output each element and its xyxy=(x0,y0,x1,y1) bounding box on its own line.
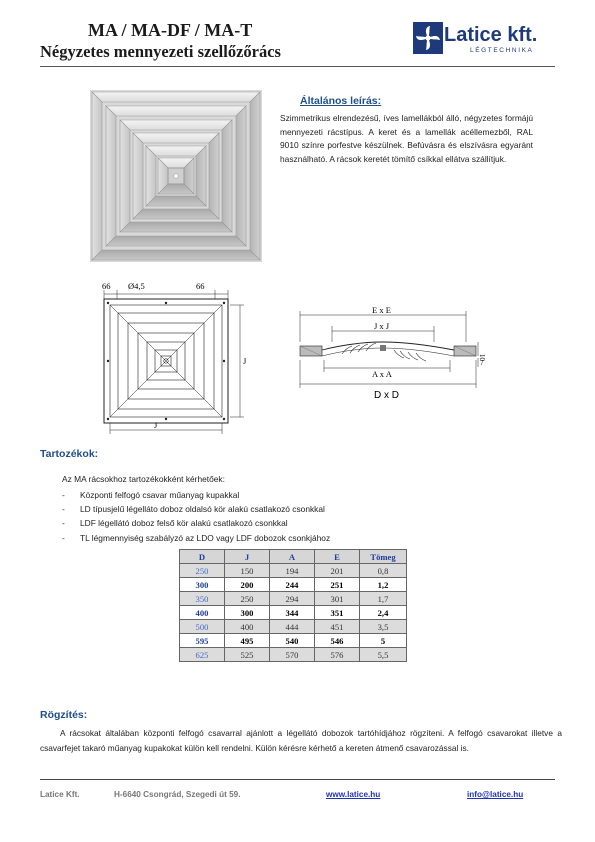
dim-e-label: E x E xyxy=(372,305,391,315)
table-row: 595 495 540 546 5 xyxy=(180,634,407,648)
product-photo xyxy=(90,90,262,262)
dim-side-label: J xyxy=(243,356,247,366)
dim-h2-label: 7 xyxy=(480,359,484,367)
footer-company: Latice Kft. xyxy=(40,790,80,799)
table-row: 250 150 194 201 0,8 xyxy=(180,564,407,578)
table-row: 500 400 444 451 3,5 xyxy=(180,620,407,634)
footer-address: H-6640 Csongrád, Szegedi út 59. xyxy=(114,790,241,799)
front-view-drawing xyxy=(92,280,252,440)
list-item: - LDF légellátó doboz felső kör alakú csatlakozó csonkkal xyxy=(62,518,288,529)
footer-divider xyxy=(40,779,555,780)
section-view-drawing xyxy=(294,304,486,400)
mounting-heading: Rögzítés: xyxy=(40,709,88,721)
dim-d-label: D x D xyxy=(374,390,399,400)
table-header-cell: Tömeg xyxy=(360,550,407,564)
table-header-cell: J xyxy=(225,550,270,564)
dim-right-label: 66 xyxy=(196,281,205,291)
logo-name: Latice kft. xyxy=(444,24,538,46)
list-item: - TL légmennyiség szabályzó az LDO vagy LDF dobozok csonkjához xyxy=(62,532,331,543)
dim-left-label: 66 xyxy=(102,281,111,291)
accessories-intro: Az MA rácsokhoz tartozékokként kérhetőek: xyxy=(62,474,225,484)
dimension-table xyxy=(179,549,407,662)
table-header-cell: A xyxy=(270,550,315,564)
list-item: - LD típusjelű légelláto doboz oldalsó kör alakú csatlakozó csonkkal xyxy=(62,504,325,515)
dim-bottom-label: J xyxy=(154,420,158,430)
document-subtitle: Négyzetes mennyezeti szellőzőrács xyxy=(40,42,281,61)
accessories-heading: Tartozékok: xyxy=(40,448,99,460)
table-row: 625 525 570 576 5,5 xyxy=(180,648,407,662)
logo-tagline: LÉGTECHNIKA xyxy=(470,47,534,54)
description-heading: Általános leírás: xyxy=(300,95,382,107)
mounting-text: A rácsokat általában központi felfogó csavarral ajánlott a légellátó dobozok tartóhídjához rögzíteni. A felfogó csavarokat illetve a csavarfejet takaró műanyag kupakokat külön kell rendelni. Külön kérésre kérhető a kereten átmenő csavarozással is. xyxy=(40,728,562,753)
table-header-row xyxy=(180,550,407,564)
dim-j-label: J x J xyxy=(374,321,390,331)
dim-h-label: 10 xyxy=(478,354,486,361)
table-row: 300 200 244 251 1,2 xyxy=(180,578,407,592)
table-header-cell: D xyxy=(180,550,225,564)
header-divider xyxy=(40,66,555,67)
table-row: 350 250 294 301 1,7 xyxy=(180,592,407,606)
footer-email-link[interactable]: info@latice.hu xyxy=(467,790,524,799)
table-header-cell: E xyxy=(315,550,360,564)
table-row: 400 300 344 351 2,4 xyxy=(180,606,407,620)
footer-website-link[interactable]: www.latice.hu xyxy=(326,790,381,799)
list-item: - Központi felfogó csavar műanyag kupakkal xyxy=(62,490,240,500)
accessories-list xyxy=(62,488,330,545)
dim-a-label: A x A xyxy=(372,369,392,379)
description-text: Szimmetrikus elrendezésű, íves lamellákból álló, négyzetes formájú mennyezeti rácstípus. A keret és a lamellák acéllemezből, RAL 9010 színre porfestve készülnek. Befúvásra és elszívásra egyaránt használható. A rácsok keretét tömítő csíkkal ellátva szállítjuk. xyxy=(280,113,533,164)
fan-logo-icon xyxy=(413,22,443,54)
document-title: MA / MA-DF / MA-T xyxy=(88,20,253,40)
dim-hole-label: Ø4,5 xyxy=(128,281,145,291)
